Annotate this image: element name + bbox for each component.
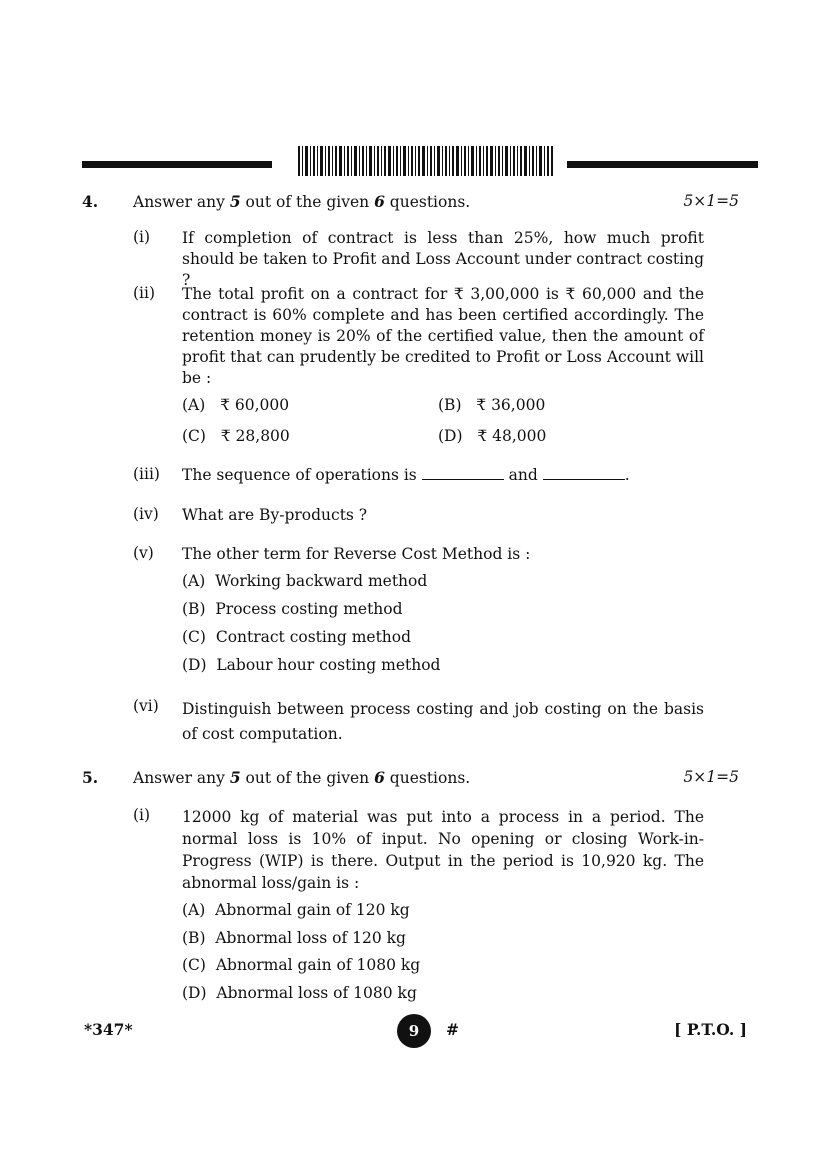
q4-iv-number: (iv): [133, 505, 159, 523]
option-text: Abnormal loss of 1080 kg: [216, 984, 417, 1002]
q4-v-option-d: [182, 656, 440, 674]
question-5-marks: 5×1=5: [683, 768, 739, 786]
q4-i-number: (i): [133, 228, 151, 246]
option-label: (A): [182, 572, 206, 590]
option-label: (B): [182, 929, 206, 947]
option-text: Abnormal loss of 120 kg: [215, 929, 406, 947]
q4-v-text: The other term for Reverse Cost Method is :: [182, 545, 531, 563]
option-text: ₹ 28,800: [220, 427, 290, 445]
q4-iii-number: (iii): [133, 465, 160, 483]
paper-code: *347*: [84, 1020, 133, 1039]
option-text: Abnormal gain of 120 kg: [215, 901, 410, 919]
instruction-pre: Answer any: [133, 769, 230, 787]
q4-ii-text: The total profit on a contract for ₹ 3,00,000 is ₹ 60,000 and the contract is 60% complete and has been certified accordingly. The retention money is 20% of the certified value, then the amount of profit that can prudently be credited to Profit or Loss Account will be :: [182, 285, 704, 387]
q4-v-option-c: [182, 628, 411, 646]
instruction-total: 6: [374, 768, 385, 787]
answer-blank-1: [422, 465, 504, 480]
option-label: (C): [182, 427, 206, 445]
barcode-icon: [298, 146, 553, 176]
q4-ii-option-b: [438, 396, 545, 414]
option-label: (B): [182, 600, 206, 618]
option-text: ₹ 48,000: [477, 427, 547, 445]
please-turn-over: [ P.T.O. ]: [674, 1020, 747, 1039]
instruction-total: 6: [374, 192, 385, 211]
q5-i-option-c: [182, 956, 420, 974]
q5-i-text: 12000 kg of material was put into a process in a period. The normal loss is 10% of input. No opening or closing Work-in-Progress (WIP) is there. Output in the period is 10,920 kg. The abnormal loss/gain is :: [182, 808, 704, 892]
text-pre: The sequence of operations is: [182, 466, 422, 484]
option-text: ₹ 60,000: [220, 396, 290, 414]
instruction-count: 5: [229, 768, 241, 787]
q4-i-text: If completion of contract is less than 25%, how much profit should be taken to Profit and Loss Account under contract costing ?: [182, 229, 704, 289]
answer-blank-2: [543, 465, 625, 480]
q4-ii-option-a: [182, 396, 289, 414]
option-text: ₹ 36,000: [476, 396, 546, 414]
option-label: (D): [182, 984, 207, 1002]
header-rule-left: [82, 161, 272, 168]
question-5-number: 5.: [82, 768, 99, 787]
option-text: Contract costing method: [215, 628, 412, 646]
instruction-mid: out of the given: [240, 193, 375, 211]
option-label: (C): [182, 956, 206, 974]
text-mid: and: [503, 466, 543, 484]
page-number: 9: [397, 1014, 431, 1048]
q5-i-number: (i): [133, 806, 151, 824]
q4-ii-number: (ii): [133, 284, 156, 302]
instruction-pre: Answer any: [133, 193, 230, 211]
q4-ii-option-d: [438, 427, 546, 445]
q4-v-option-a: [182, 572, 427, 590]
option-text: Working backward method: [215, 572, 428, 590]
option-label: (D): [182, 656, 207, 674]
instruction-post: questions.: [384, 193, 471, 211]
instruction-mid: out of the given: [240, 769, 375, 787]
text-post: .: [624, 466, 630, 484]
q4-vi-text: Distinguish between process costing and job costing on the basis of cost computation.: [182, 700, 704, 743]
q4-iv-text: What are By-products ?: [182, 506, 368, 524]
instruction-post: questions.: [384, 769, 471, 787]
q4-vi-number: (vi): [133, 697, 159, 715]
q5-i-option-a: [182, 901, 410, 919]
header-rule-right: [567, 161, 758, 168]
option-text: Abnormal gain of 1080 kg: [215, 956, 421, 974]
option-label: (C): [182, 628, 206, 646]
question-5-instruction: [133, 768, 470, 787]
q4-v-number: (v): [133, 544, 154, 562]
hash-mark: #: [446, 1020, 459, 1039]
option-text: Process costing method: [215, 600, 403, 618]
option-text: Labour hour costing method: [216, 656, 441, 674]
instruction-count: 5: [229, 192, 241, 211]
option-label: (D): [438, 427, 463, 445]
q4-iii-text: [182, 465, 704, 486]
q5-i-option-d: [182, 984, 417, 1002]
q4-ii-option-c: [182, 427, 290, 445]
question-4-number: 4.: [82, 192, 99, 211]
q5-i-option-b: [182, 929, 406, 947]
question-4-marks: 5×1=5: [683, 192, 739, 210]
option-label: (A): [182, 901, 206, 919]
option-label: (A): [182, 396, 206, 414]
q4-v-option-b: [182, 600, 403, 618]
option-label: (B): [438, 396, 462, 414]
question-4-instruction: [133, 192, 470, 211]
